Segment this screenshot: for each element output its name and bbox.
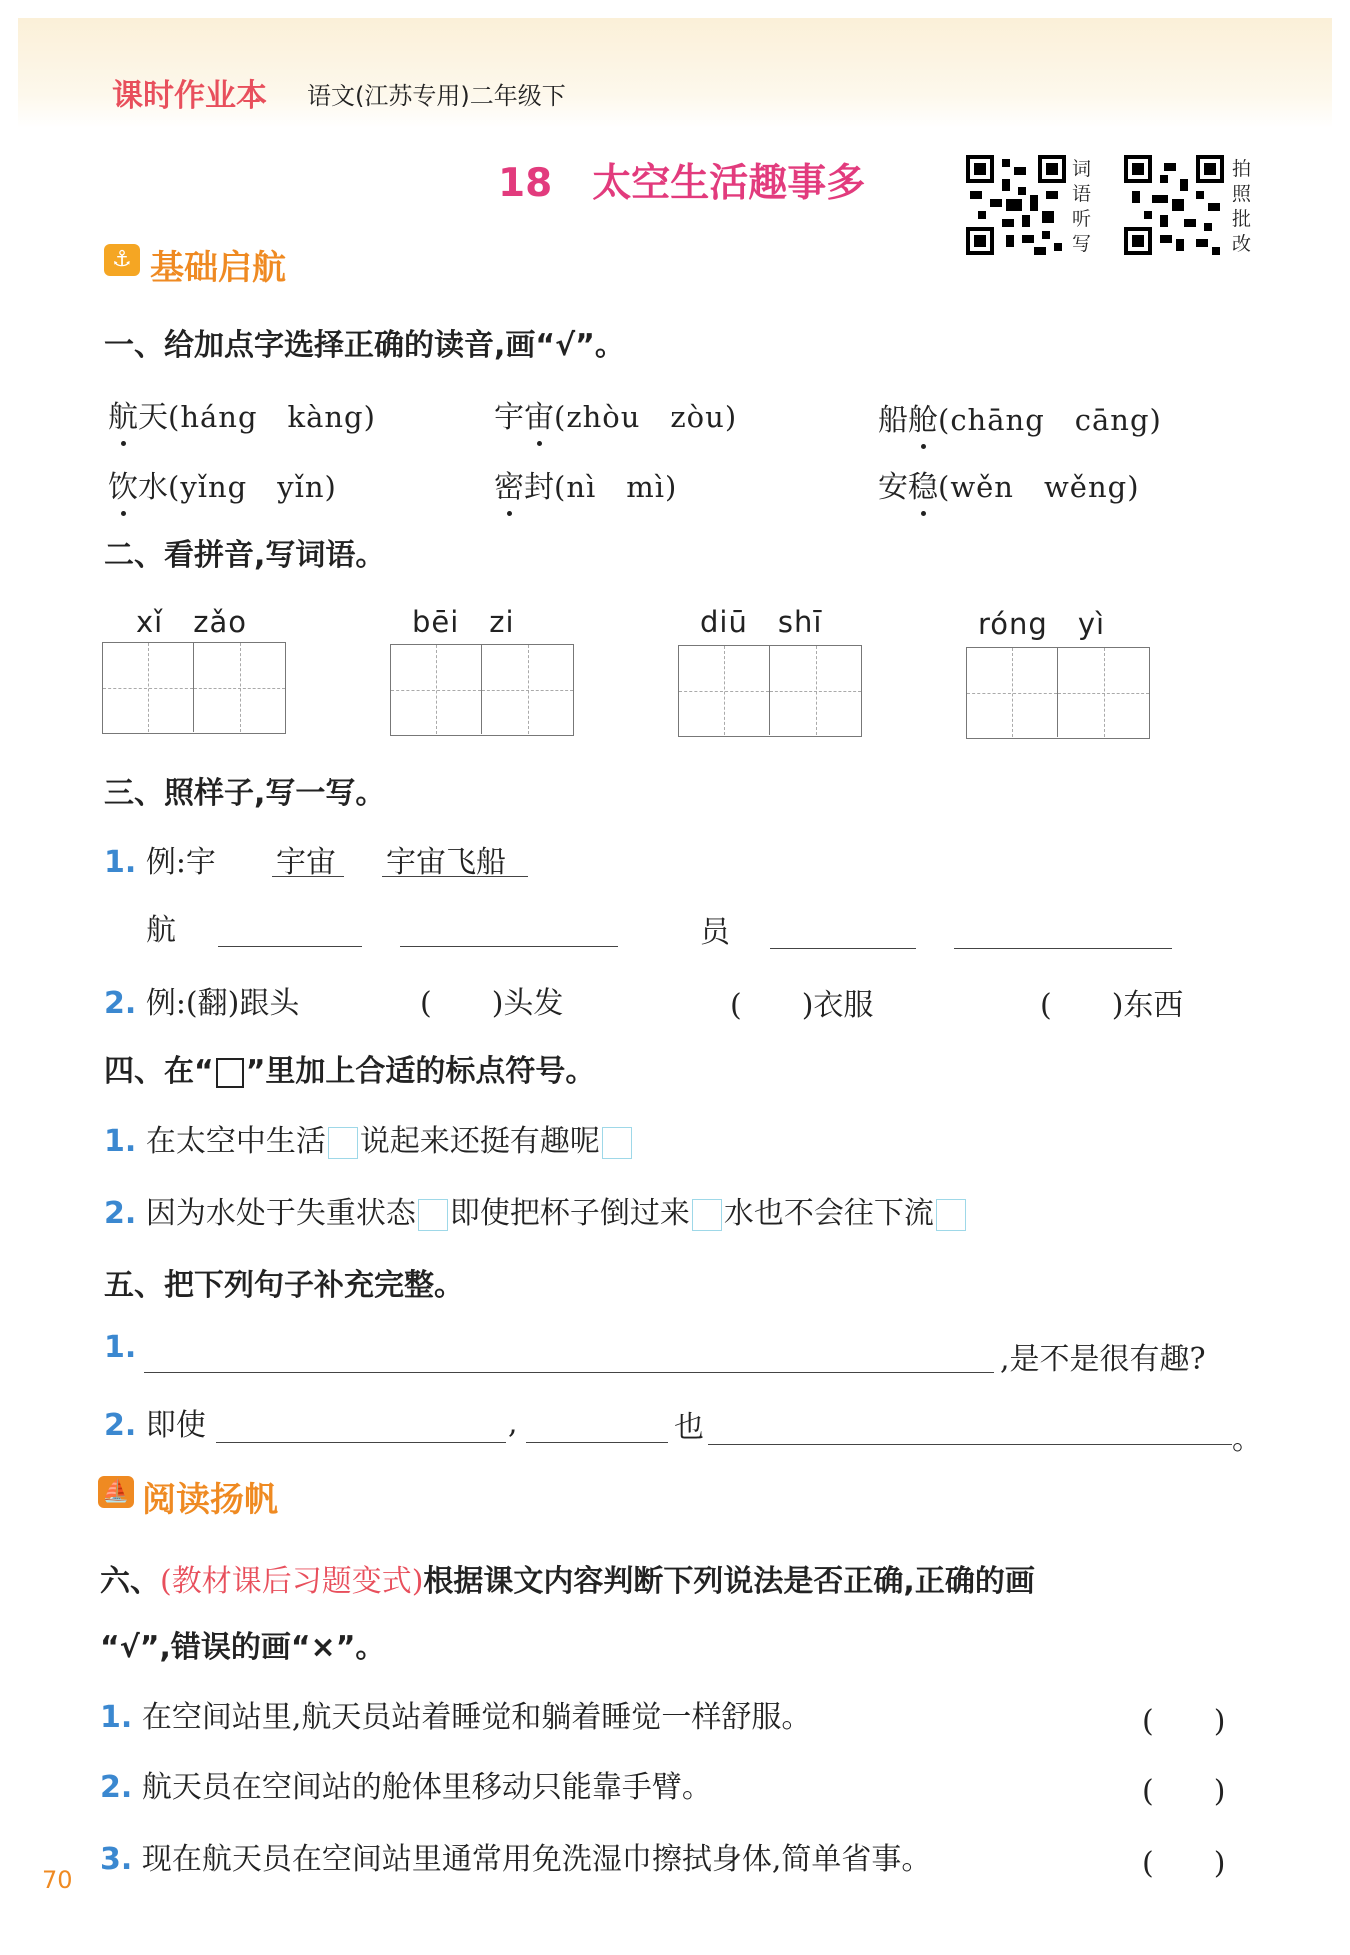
- q2-writing-grid-2[interactable]: [390, 644, 574, 736]
- q6-statement-1: 1. 在空间站里,航天员站着睡觉和躺着睡觉一样舒服。: [100, 1700, 812, 1735]
- q6-title-line-2: “√”,错误的画“×”。: [100, 1630, 386, 1665]
- qr-label-dictation: 词语听写: [1072, 158, 1092, 255]
- q2-title: 二、看拼音,写词语。: [104, 538, 386, 573]
- q1-item-6: 安稳(wěn wěng): [878, 462, 1140, 506]
- punctuation-box[interactable]: [692, 1199, 722, 1231]
- section-basic-title: 基础启航: [150, 248, 286, 288]
- q3-blank-1[interactable]: [218, 946, 362, 947]
- subject-label: 语文(江苏专用)二年级下: [307, 82, 566, 110]
- punctuation-box[interactable]: [936, 1199, 966, 1231]
- q3-fill-clothes[interactable]: ( )衣服: [730, 988, 874, 1023]
- q3-char-yuan: 员: [700, 915, 730, 950]
- q2-pinyin-4: róng yì: [978, 607, 1106, 641]
- q3-example-2: 2. 例:(翻)跟头: [104, 986, 300, 1021]
- q5-blank-1[interactable]: [144, 1372, 994, 1373]
- q5-item-1-end: ,是不是很有趣?: [1000, 1342, 1206, 1377]
- q5-item-1-number: 1.: [104, 1330, 137, 1365]
- q1-title: 一、给加点字选择正确的读音,画“√”。: [104, 328, 625, 363]
- anchor-icon: ⚓: [104, 244, 140, 276]
- lesson-number: 18: [498, 161, 553, 206]
- punctuation-box[interactable]: [418, 1199, 448, 1231]
- qr-code-dictation-icon[interactable]: [966, 155, 1066, 255]
- q6-answer-2[interactable]: ( ): [1142, 1774, 1226, 1809]
- dotted-char: 密: [494, 462, 524, 506]
- page-number: 70: [42, 1866, 73, 1894]
- punctuation-box[interactable]: [328, 1127, 358, 1159]
- sail-icon: ⛵: [98, 1476, 134, 1508]
- q6-statement-2: 2. 航天员在空间站的舱体里移动只能靠手臂。: [100, 1770, 712, 1805]
- q3-example-1: 1. 例:宇: [104, 845, 216, 880]
- dotted-char: 饮: [108, 462, 138, 506]
- q5-comma: ,: [508, 1406, 518, 1441]
- q3-blank-4[interactable]: [954, 948, 1172, 949]
- qr-code-photo-check-icon[interactable]: [1124, 155, 1224, 255]
- q2-pinyin-3: diū shī: [700, 605, 823, 639]
- q2-pinyin-1: xǐ zǎo: [136, 605, 247, 639]
- qr-label-photo-check: 拍照批改: [1232, 158, 1252, 255]
- q1-item-3: 船舱(chāng cāng): [878, 395, 1162, 439]
- q5-blank-2b[interactable]: [526, 1442, 668, 1443]
- lesson-name: 太空生活趣事多: [592, 161, 866, 206]
- underline: [382, 876, 528, 877]
- punctuation-box[interactable]: [602, 1127, 632, 1159]
- q2-writing-grid-1[interactable]: [102, 642, 286, 734]
- dotted-char: 稳: [908, 462, 938, 506]
- q1-item-1: 航天(háng kàng): [108, 392, 376, 436]
- q5-blank-2a[interactable]: [216, 1442, 506, 1443]
- q5-blank-2c[interactable]: [708, 1444, 1232, 1445]
- dotted-char: 航: [108, 392, 138, 436]
- q4-sentence-1: 1. 在太空中生活 说起来还挺有趣呢: [104, 1116, 634, 1160]
- q3-fill-things[interactable]: ( )东西: [1040, 988, 1184, 1023]
- q1-item-2: 宇宙(zhòu zòu): [494, 392, 737, 436]
- q1-item-5: 密封(nì mì): [494, 462, 677, 506]
- q3-blank-3[interactable]: [770, 948, 916, 949]
- lesson-title: [498, 152, 865, 208]
- q6-statement-3: 3. 现在航天员在空间站里通常用免洗湿巾擦拭身体,简单省事。: [100, 1842, 932, 1877]
- q3-char-hang: 航: [146, 913, 176, 948]
- q2-pinyin-2: bēi zi: [412, 605, 515, 639]
- q3-title: 三、照样子,写一写。: [104, 776, 386, 811]
- q2-writing-grid-4[interactable]: [966, 647, 1150, 739]
- dotted-char: 舱: [908, 395, 938, 439]
- series-title: 课时作业本: [112, 78, 267, 114]
- q3-fill-hair[interactable]: ( )头发: [420, 986, 564, 1021]
- q1-item-4: 饮水(yǐng yǐn): [108, 462, 337, 506]
- q5-ye: 也: [674, 1410, 704, 1445]
- q3-blank-2[interactable]: [400, 946, 618, 947]
- q5-period: 。: [1232, 1422, 1262, 1457]
- q4-sentence-2: 2. 因为水处于失重状态 即使把杯子倒过来 水也不会往下流: [104, 1188, 968, 1232]
- q6-answer-3[interactable]: ( ): [1142, 1846, 1226, 1881]
- square-box-icon: [216, 1058, 244, 1088]
- q2-writing-grid-3[interactable]: [678, 645, 862, 737]
- q5-title: 五、把下列句子补充完整。: [104, 1268, 464, 1303]
- section-reading-title: 阅读扬帆: [142, 1480, 278, 1520]
- q4-title: 四、在“ ”里加上合适的标点符号。: [104, 1054, 596, 1089]
- q6-answer-1[interactable]: ( ): [1142, 1704, 1226, 1739]
- underline: [272, 876, 344, 877]
- q6-note: (教材课后习题变式): [160, 1564, 424, 1599]
- q5-item-2: 2. 即使: [104, 1408, 206, 1443]
- q3-example-word-2: 宇宙飞船: [386, 845, 506, 880]
- dotted-char: 宙: [524, 392, 554, 436]
- q6-title: 六、(教材课后习题变式)根据课文内容判断下列说法是否正确,正确的画: [100, 1564, 1035, 1599]
- q3-example-word-1: 宇宙: [276, 845, 336, 880]
